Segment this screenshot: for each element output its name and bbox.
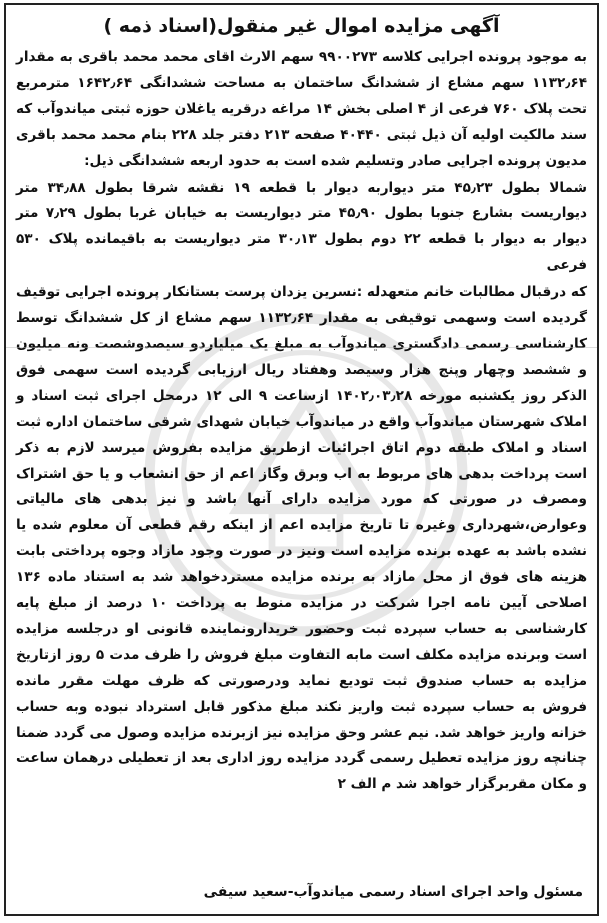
notice-paragraph-boundaries: شمالا بطول ۴۵٫۲۳ متر دیواربه دیوار با قطعه ۱۹ نقشه شرقا بطول ۳۴٫۸۸ متر دیواریست بشارع جنوبا بطول ۴۵٫۹۰ متر دیواریست به خیابان غربا بطول ۷٫۲۹ متر دیوار به دیوار با قطعه ۲۲ دوم بطول ۳۰٫۱۳ متر دیواریست به باقیمانده پلاک ۵۳۰ فرعی <box>16 179 587 274</box>
page-fold-line <box>6 347 597 348</box>
signature-line: مسئول واحد اجرای اسناد رسمی میاندوآب-سعید سیفی <box>203 884 583 900</box>
notice-paragraph-auction-terms: که درقبال مطالبات خانم متعهدله :نسرین یزدان پرست بستانکار پرونده اجرایی توقیف گردیده است وسهمی توقیفی به مقدار ۱۱۳۲٫۶۴ سهم مشاع از کل ششدانگ توسط کارشناسی رسمی دادگستری میاندوآب به مبلغ یک میلیاردو سیصدوشصت ونه میلیون و ششصد وچهار وپنج هزار وسیصد وهفتاد ریال ارزیابی گردیده است سهمی فوق الذکر روز یکشنبه مورخه ۱۴۰۲٫۰۳٫۲۸ ازساعت ۹ الی ۱۲ درمحل اجرای ثبت اسناد و املاک شهرستان میاندوآب واقع در میاندوآب خیابان شهدای شرقی ساختمان اداره ثبت اسناد و املاک طبقه دوم اتاق اجرائیات ازطریق مزایده بفروش میرسد لازم به ذکر است پرداخت بدهی های مربوط به اب وبرق وگاز اعم از حق انشعاب و یا حق اشتراک ومصرف در صورتی که مورد مزایده دارای آنها باشد و نیز بدهی های مالیاتی وعوارض،شهرداری وغیره تا تاریخ مزایده اعم از اینکه رقم قطعی آن معلوم شده یا نشده باشد به عهده برنده مزایده است ونیز در صورت وجود مازاد وجوه پرداختی بابت هزینه های فوق از محل مازاد به برنده مزایده مستردخواهد شد به استناد ماده ۱۳۶ اصلاحی آیین نامه اجرا شرکت در مزایده منوط به پرداخت ۱۰ درصد از مبلغ پایه کارشناسی به حساب سپرده ثبت وحضور خریدارونماینده قانونی او درجلسه مزایده است وبرنده مزایده مکلف است مابه التفاوت مبلغ فروش را ظرف مدت ۵ روز ازتاریخ مزایده به حساب صندوق ثبت تودیع نماید ودرصورتی که ظرف مهلت مقرر مانده فروش به حساب سپرده ثبت واریز نکند مبلغ مذکور قابل استرداد نبوده وبه حساب خزانه واریز خواهد شد. نیم عشر وحق مزایده نیز ازبرنده مزایده وصول می گردد ضمنا چنانچه روز مزایده تعطیل رسمی گردد مزایده روز اداری بعد از تعطیلی درهمان ساعت و مکان مقربرگزار خواهد شد م الف ۲ <box>16 284 588 793</box>
notice-body <box>16 45 587 798</box>
notice-frame <box>4 3 599 916</box>
notice-title: آگهی مزایده اموال غیر منقول(اسناد ذمه ) <box>103 15 500 37</box>
notice-paragraph-property: به موجود پرونده اجرایی کلاسه ۹۹۰۰۲۷۳ سهم الارث اقای محمد محمد باقری به مقدار ۱۱۳۲٫۶۴ سهم مشاع از ششدانگ ساختمان به مساحت ششدانگی ۱۶۴۲٫۶۴ مترمربع تحت پلاک ۷۶۰ فرعی از ۴ اصلی بخش ۱۴ مراغه درقریه یاغلان حوزه ثبتی میاندوآب که سند مالکیت اولیه آن ذیل ثبتی ۴۰۴۴۰ صفحه ۲۱۳ دفتر جلد ۲۲۸ بنام محمد محمد باقری مدیون پرونده اجرایی صادر وتسلیم شده است به حدود اربعه ششدانگی ذیل: <box>16 49 587 169</box>
